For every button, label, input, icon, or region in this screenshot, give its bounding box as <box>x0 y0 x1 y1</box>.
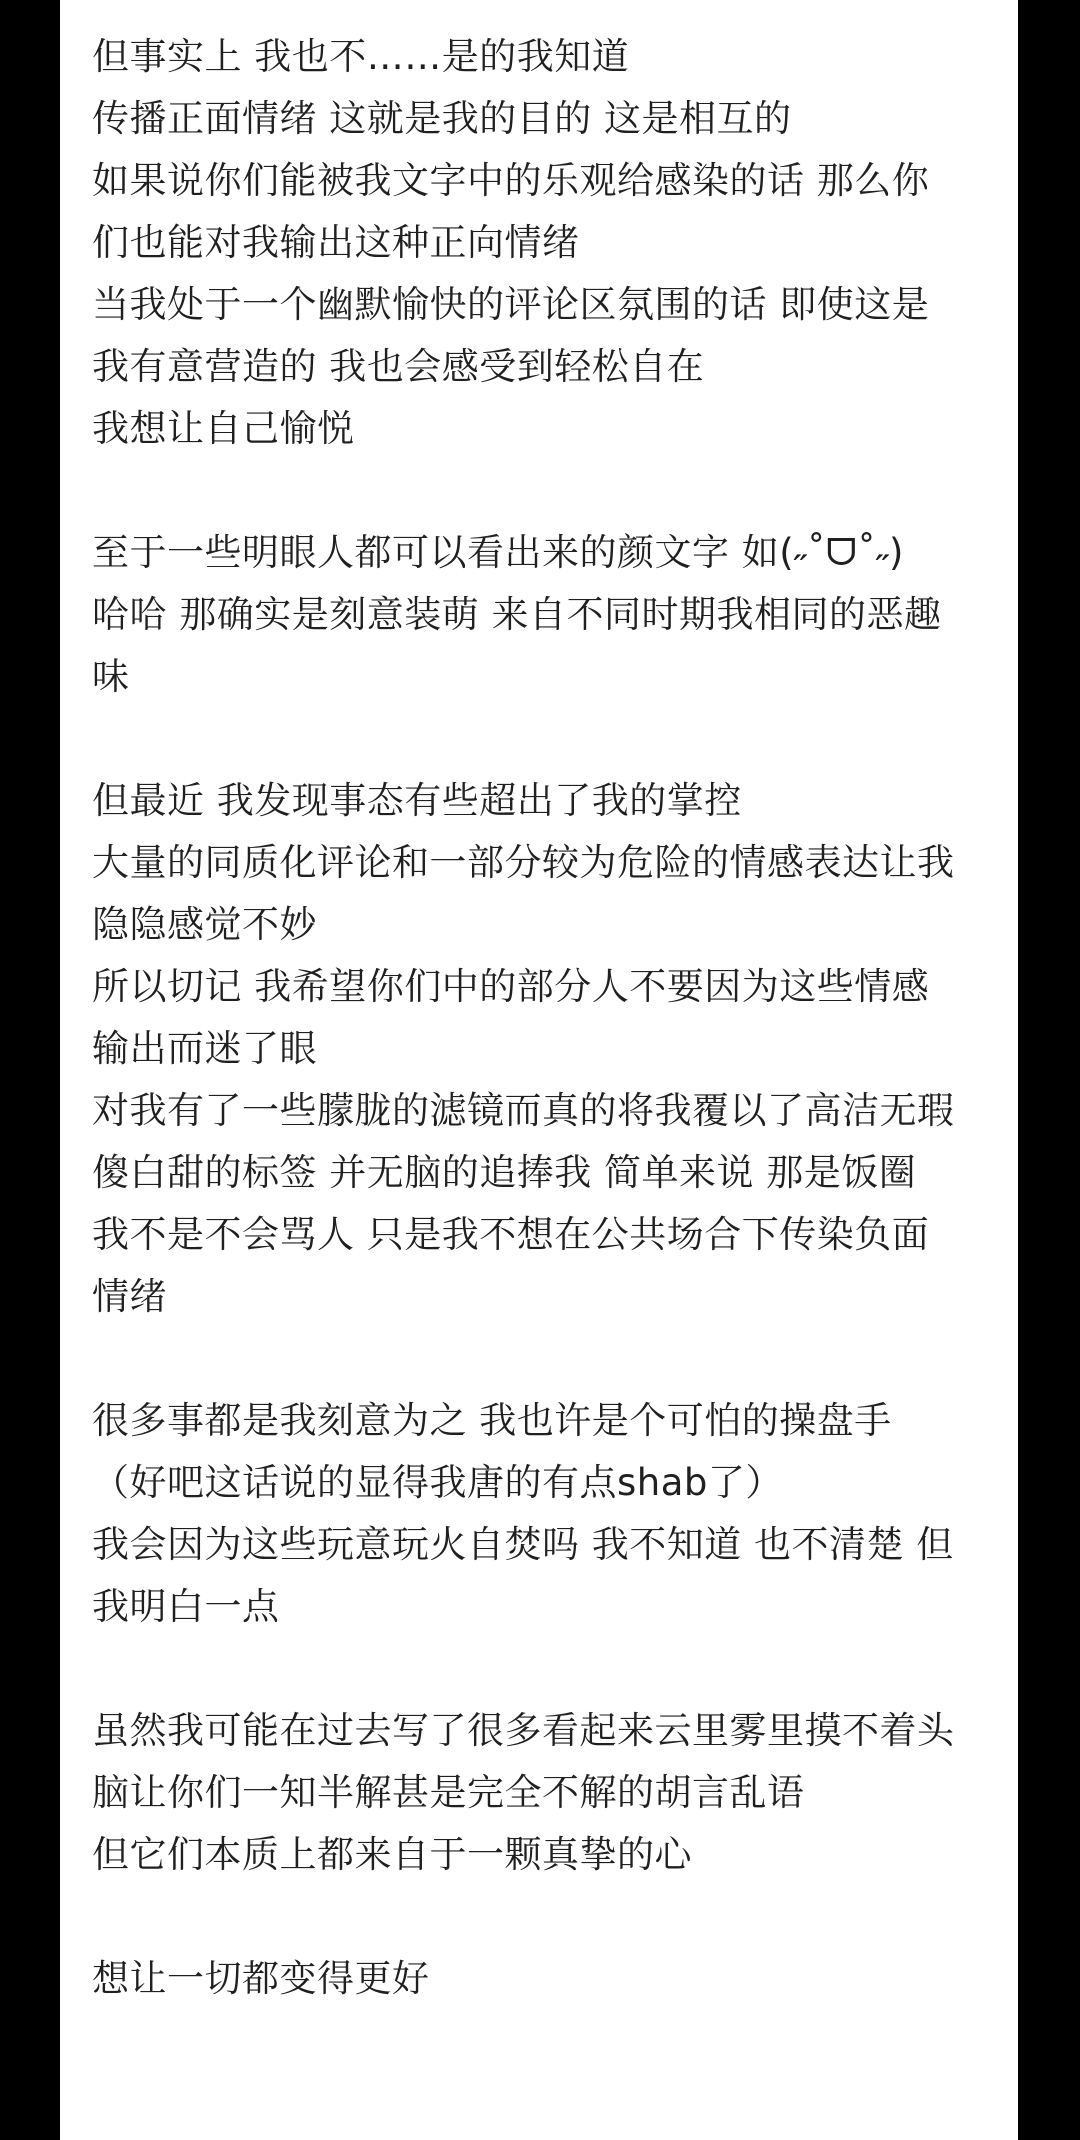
text-line: 我想让自己愉悦 <box>92 407 355 450</box>
text-line: 想让一切都变得更好 <box>92 1957 430 2000</box>
text-line: （好吧这话说的显得我唐的有点shab了） <box>92 1461 783 1504</box>
text-line: 我明白一点 <box>92 1585 280 1628</box>
text-line: 我有意营造的 我也会感受到轻松自在 <box>92 345 705 388</box>
text-line: 味 <box>92 655 130 698</box>
text-line: 我会因为这些玩意玩火自焚吗 我不知道 也不清楚 但 <box>92 1523 954 1566</box>
paragraph-3 <box>92 770 1002 1328</box>
text-line: 但事实上 我也不……是的我知道 <box>92 35 630 78</box>
text-line: 哈哈 那确实是刻意装萌 来自不同时期我相同的恶趣 <box>92 593 942 636</box>
paragraph-2 <box>92 522 1002 708</box>
text-line: 所以切记 我希望你们中的部分人不要因为这些情感 <box>92 965 930 1008</box>
text-line: 输出而迷了眼 <box>92 1027 317 1070</box>
text-line: 传播正面情绪 这就是我的目的 这是相互的 <box>92 97 792 140</box>
paragraph-5 <box>92 1700 1002 1886</box>
paragraph-1 <box>92 26 1002 460</box>
text-line: 大量的同质化评论和一部分较为危险的情感表达让我 <box>92 841 955 884</box>
paragraph-gap <box>92 460 1002 522</box>
text-line: 如果说你们能被我文字中的乐观给感染的话 那么你 <box>92 159 930 202</box>
text-line: 脑让你们一知半解甚是完全不解的胡言乱语 <box>92 1771 805 1814</box>
text-line: 傻白甜的标签 并无脑的追捧我 简单来说 那是饭圈 <box>92 1151 917 1194</box>
text-line: 们也能对我输出这种正向情绪 <box>92 221 580 264</box>
text-page <box>60 0 1018 2140</box>
text-line: 我不是不会骂人 只是我不想在公共场合下传染负面 <box>92 1213 930 1256</box>
paragraph-gap <box>92 1328 1002 1390</box>
text-line: 当我处于一个幽默愉快的评论区氛围的话 即使这是 <box>92 283 930 326</box>
text-line: 情绪 <box>92 1275 167 1318</box>
text-line: 但它们本质上都来自于一颗真挚的心 <box>92 1833 692 1876</box>
text-line: 对我有了一些朦胧的滤镜而真的将我覆以了高洁无瑕 <box>92 1089 955 1132</box>
paragraph-gap <box>92 708 1002 770</box>
paragraph-gap <box>92 1886 1002 1948</box>
text-line: 很多事都是我刻意为之 我也许是个可怕的操盘手 <box>92 1399 892 1442</box>
article-body <box>92 26 1002 2010</box>
text-line: 隐隐感觉不妙 <box>92 903 317 946</box>
text-line: 虽然我可能在过去写了很多看起来云里雾里摸不着头 <box>92 1709 955 1752</box>
paragraph-6 <box>92 1948 1002 2010</box>
text-line: 但最近 我发现事态有些超出了我的掌控 <box>92 779 742 822</box>
paragraph-4 <box>92 1390 1002 1638</box>
text-line: 至于一些明眼人都可以看出来的颜文字 如(˶˚ᗜ˚˶) <box>92 531 904 574</box>
paragraph-gap <box>92 1638 1002 1700</box>
